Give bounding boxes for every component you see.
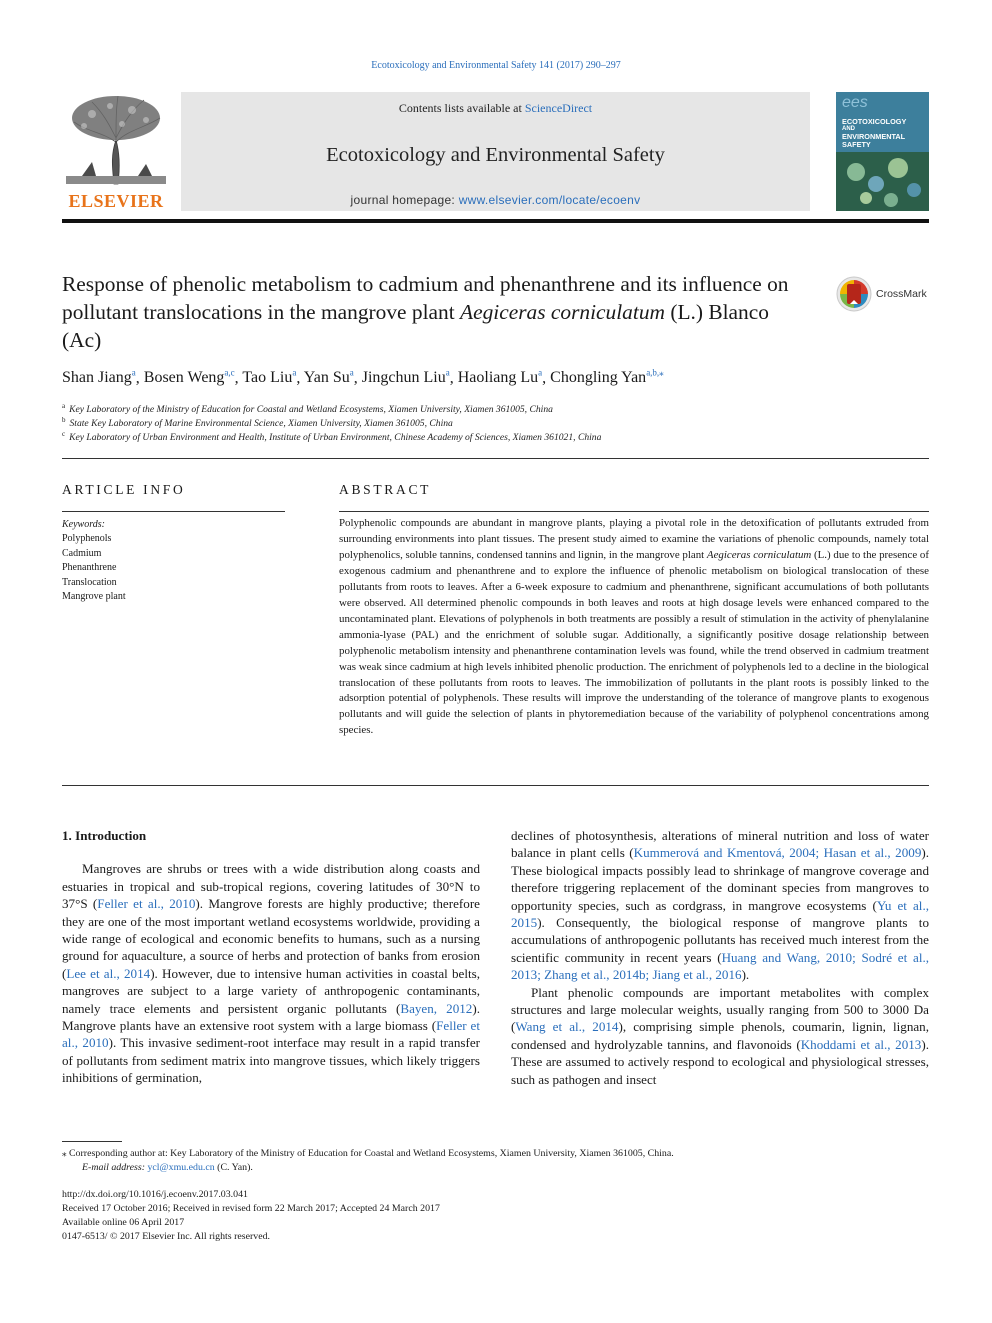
citation-link[interactable]: Huang and Wang, 2010; Sodré et al., 2013; Zhang et al., 2014b; Jiang et al., 2016 [511, 949, 930, 983]
keyword: Translocation [62, 576, 117, 588]
citation-link[interactable]: Feller et al., 2010 [62, 1018, 481, 1051]
abstract-text [339, 516, 929, 739]
author-name: Shan Jiang [62, 369, 132, 387]
keyword: Polyphenols [62, 533, 112, 545]
author-affiliation-sup[interactable]: a [445, 368, 450, 378]
author[interactable] [62, 369, 136, 386]
journal-title: Ecotoxicology and Environmental Safety [326, 144, 665, 166]
paragraph-text: ). Mangrove forests are highly productive; therefore they are one of the most important wetland ecosystems worldwide, providing a wide range of ecological and economic benefits to humans, such as a nursing ground for aquaculture, a source of herbs and protection of banks from erosion ( [62, 896, 480, 981]
divider [62, 785, 929, 786]
affiliation-text: Key Laboratory of the Ministry of Education for Coastal and Wetland Ecosystems, Xiamen University, Xiamen 361005, China [69, 404, 553, 416]
paragraph-text: ). [741, 967, 750, 983]
author-list: Shan Jiang$^a$, Bosen Weng$^{a,c}$, Tao Liu$^a$, Yan Su$^a$, Jingchun Liu$^a$, Haoliang Lu$^a$, Chongling Yan$^{a,b,⁎}$ [62, 368, 664, 387]
cover-title-and: AND [842, 126, 855, 132]
paragraph-text: ). This invasive sediment-root interface may result in a rapid transfer of pollutants from sediment matrix into mangrove tissues, which likely triggers inhibitions of germination, [62, 1035, 480, 1086]
keyword: Cadmium [62, 547, 102, 559]
author-affiliation-sup[interactable]: a [538, 368, 543, 378]
citation-link[interactable]: Yu et al., 2015 [511, 897, 929, 931]
elsevier-logo [62, 92, 170, 212]
crossmark-icon [836, 276, 872, 312]
divider [62, 511, 285, 512]
abstract-part2: (L.) due to the presence of exogenous cadmium and phenanthrene and to explore the influence of phenolic metabolism on biological translocation of these pollutants from roots to leaves. After a 6-week exposure to cadmium and phenanthrene, significant accumulations of both pollutants were observed. All determined phenolic compounds in both leaves and roots at high dosage levels were enhanced compared to the uncontaminated plant. Elevations of polyphenols in both treatments are possibly a result of stimulation in the activity of phenylalanine ammonia-lyase (PAL) and the enrichment of soluble sugar. Additionally, a significantly positive dosage relationship between polyphenolic metabolism intensity and phenanthrene contamination levels was found, while the trend observed in cadmium treatment was weak since cadmium at high levels inhibited phenolic production. The enrichment of polyphenols led to a decline in the biological translocation of these pollutants from roots to leaves. The immobilization of pollutants in the plant roots is possibly linked to the adsorption potential of polyphenols. These results will improve the understanding of the tolerance of mangrove plants to exogenous pollutants and will guide the selection of plants in phytoremediation because of the variability of polyphenol concentrations among species. [339, 548, 929, 737]
author-name: Yan Su [303, 369, 350, 387]
footnote-marker: ⁎ [62, 1148, 67, 1158]
affiliation [62, 430, 922, 443]
author[interactable] [550, 369, 664, 386]
keywords-label: Keywords: [62, 519, 105, 530]
paragraph [511, 984, 929, 1088]
email-link[interactable]: ycl@xmu.edu.cn [147, 1162, 215, 1173]
affiliation-text: Key Laboratory of Urban Environment and Health, Institute of Urban Environment, Chinese Academy of Sciences, Xiamen 361021, China [69, 432, 602, 444]
crossmark-label: CrossMark [876, 288, 927, 300]
cover-title-line: ECOTOXICOLOGY [842, 117, 907, 126]
divider [339, 511, 929, 512]
title-part1: Response of phenolic metabolism to cadmium and phenanthrene and its influence on pollutant translocations in the mangrove plant [62, 272, 789, 324]
affiliation [62, 416, 922, 429]
cover-logo: ees [842, 94, 868, 111]
doi-link[interactable]: http://dx.doi.org/10.1016/j.ecoenv.2017.03.041 [62, 1189, 248, 1200]
paragraph [511, 827, 929, 984]
footnote-text: Corresponding author at: Key Laboratory of the Ministry of Education for Coastal and Wetland Ecosystems, Xiamen University, Xiamen 361005, China. [66, 1148, 674, 1159]
citation-link[interactable]: Wang et al., 2014 [515, 1019, 619, 1035]
title-species: Aegiceras corniculatum [460, 300, 665, 324]
homepage-link[interactable]: www.elsevier.com/locate/ecoenv [458, 193, 641, 207]
affiliation [62, 402, 922, 415]
title-part2: (L.) Blanco (Ac) [62, 300, 769, 352]
paragraph-text: Mangroves are shrubs or trees with a wide distribution along coasts and estuaries in tropical and sub-tropical regions, covering latitudes of 30°N to 37°S ( [62, 861, 480, 912]
keyword: Mangrove plant [62, 591, 126, 603]
crossmark-badge[interactable] [836, 276, 936, 312]
author[interactable] [144, 369, 235, 386]
paper-title [62, 270, 792, 354]
paragraph-text: ). Consequently, the biological response of mangrove plants to accumulations of anthropogenic pollutants has received much interest from the scientific community in recent years ( [511, 915, 929, 965]
paragraph-text: ). Mangrove plants have an extensive root system with a large biomass ( [62, 1000, 480, 1034]
body-column-right [511, 827, 929, 1088]
journal-homepage [181, 193, 810, 207]
abstract-species: Aegiceras corniculatum [706, 548, 812, 561]
author[interactable] [458, 369, 542, 386]
citation-link[interactable]: Feller et al., 2010 [97, 896, 196, 912]
received-dates: Received 17 October 2016; Received in revised form 22 March 2017; Accepted 24 March 2017 [62, 1203, 440, 1214]
author-name: Chongling Yan [550, 369, 647, 387]
author-name: Haoliang Lu [457, 369, 539, 387]
contents-prefix: Contents lists available at [398, 101, 525, 115]
affiliation-key: b [62, 416, 66, 424]
journal-citation[interactable]: Ecotoxicology and Environmental Safety 141 (2017) 290–297 [371, 60, 621, 71]
email-suffix: (C. Yan). [214, 1162, 253, 1173]
footnote-divider [62, 1141, 122, 1142]
citation-link[interactable]: Lee et al., 2014 [66, 965, 151, 981]
section-heading-introduction: 1. Introduction [62, 828, 147, 843]
email-label: E-mail address: [82, 1162, 148, 1173]
paragraph-text: ). These are assumed to actively respond to ecological and physiological stresses, such as pathogen and insect [511, 1036, 929, 1087]
citation-link[interactable]: Khoddami et al., 2013 [800, 1036, 922, 1052]
divider [62, 458, 929, 459]
available-online: Available online 06 April 2017 [62, 1217, 185, 1228]
email-note [82, 1161, 952, 1175]
body-column-left [62, 827, 480, 1087]
paragraph-text: ), comprising simple phenols, coumarin, lignin, lignan, condensed and hydrolyzable tannins, and flavonoids ( [511, 1019, 929, 1052]
paragraph-text: Plant phenolic compounds are important metabolites with complex structures and large molecular weights, usually ranging from 500 to 3000 Da ( [511, 984, 929, 1035]
citation-link[interactable]: Kummerová and Kmentová, 2004; Hasan et al., 2009 [633, 845, 922, 861]
elsevier-tree-icon [62, 92, 170, 188]
sciencedirect-link[interactable]: ScienceDirect [524, 101, 593, 115]
cover-title-line: SAFETY [842, 140, 871, 149]
author-affiliation-sup[interactable]: a [131, 368, 136, 378]
journal-cover[interactable] [836, 92, 929, 211]
paragraph-text: declines of photosynthesis, alterations of mineral nutrition and loss of water balance in plant cells ( [511, 828, 929, 861]
paragraph-text: ). These biological impacts possibly lead to shrinkage of mangrove coverage and therefore triggering replacement of the dominant species from mangroves to opportunity species, such as cordgrass, in mangrove ecosystems ( [511, 845, 930, 913]
homepage-prefix: journal homepage: [350, 193, 459, 207]
copyright: 0147-6513/ © 2017 Elsevier Inc. All rights reserved. [62, 1231, 270, 1242]
author[interactable] [242, 369, 296, 386]
contents-line [181, 101, 810, 116]
citation-link[interactable]: Bayen, 2012 [400, 1000, 473, 1016]
author-name: Tao Liu [242, 369, 293, 387]
corresponding-author-note [62, 1146, 932, 1161]
abstract-heading: ABSTRACT [339, 482, 432, 497]
affiliation-key: c [62, 430, 66, 438]
affiliation-key: a [62, 402, 66, 410]
author-affiliation-sup[interactable]: a,b,⁎ [646, 368, 664, 378]
header-divider [62, 219, 929, 223]
cover-title-line: ENVIRONMENTAL [842, 132, 906, 141]
paragraph-text: ). However, due to intensive human activities in coastal belts, mangroves are subject to a large variety of anthropogenic contaminants, namely trace elements and persistent organic pollutants ( [62, 965, 481, 1016]
affiliation-text: State Key Laboratory of Marine Environmental Science, Xiamen University, Xiamen 361005, China [69, 418, 453, 430]
author-name: Jingchun Liu [361, 369, 446, 387]
paragraph [62, 860, 480, 1086]
author-affiliation-sup[interactable]: a [349, 368, 354, 378]
author[interactable] [304, 369, 354, 386]
author-affiliation-sup[interactable]: a,c [224, 368, 235, 378]
article-info-heading: ARTICLE INFO [62, 482, 186, 497]
keywords-block [62, 518, 282, 604]
author[interactable] [362, 369, 450, 386]
elsevier-wordmark: ELSEVIER [68, 191, 164, 211]
journal-masthead [181, 92, 810, 211]
abstract-part1: Polyphenolic compounds are abundant in mangrove plants, playing a pivotal role in the detoxification of pollutants extruded from surrounding environments into plant tissues. The present study aimed to examine the variations of phenolic compounds, namely total polyphenolics, soluble tannins, condensed tannins and lignin, in the mangrove plant [339, 517, 929, 561]
cover-title [842, 118, 925, 149]
author-affiliation-sup[interactable]: a [292, 368, 297, 378]
author-name: Bosen Weng [143, 369, 225, 387]
keyword: Phenanthrene [62, 562, 117, 574]
